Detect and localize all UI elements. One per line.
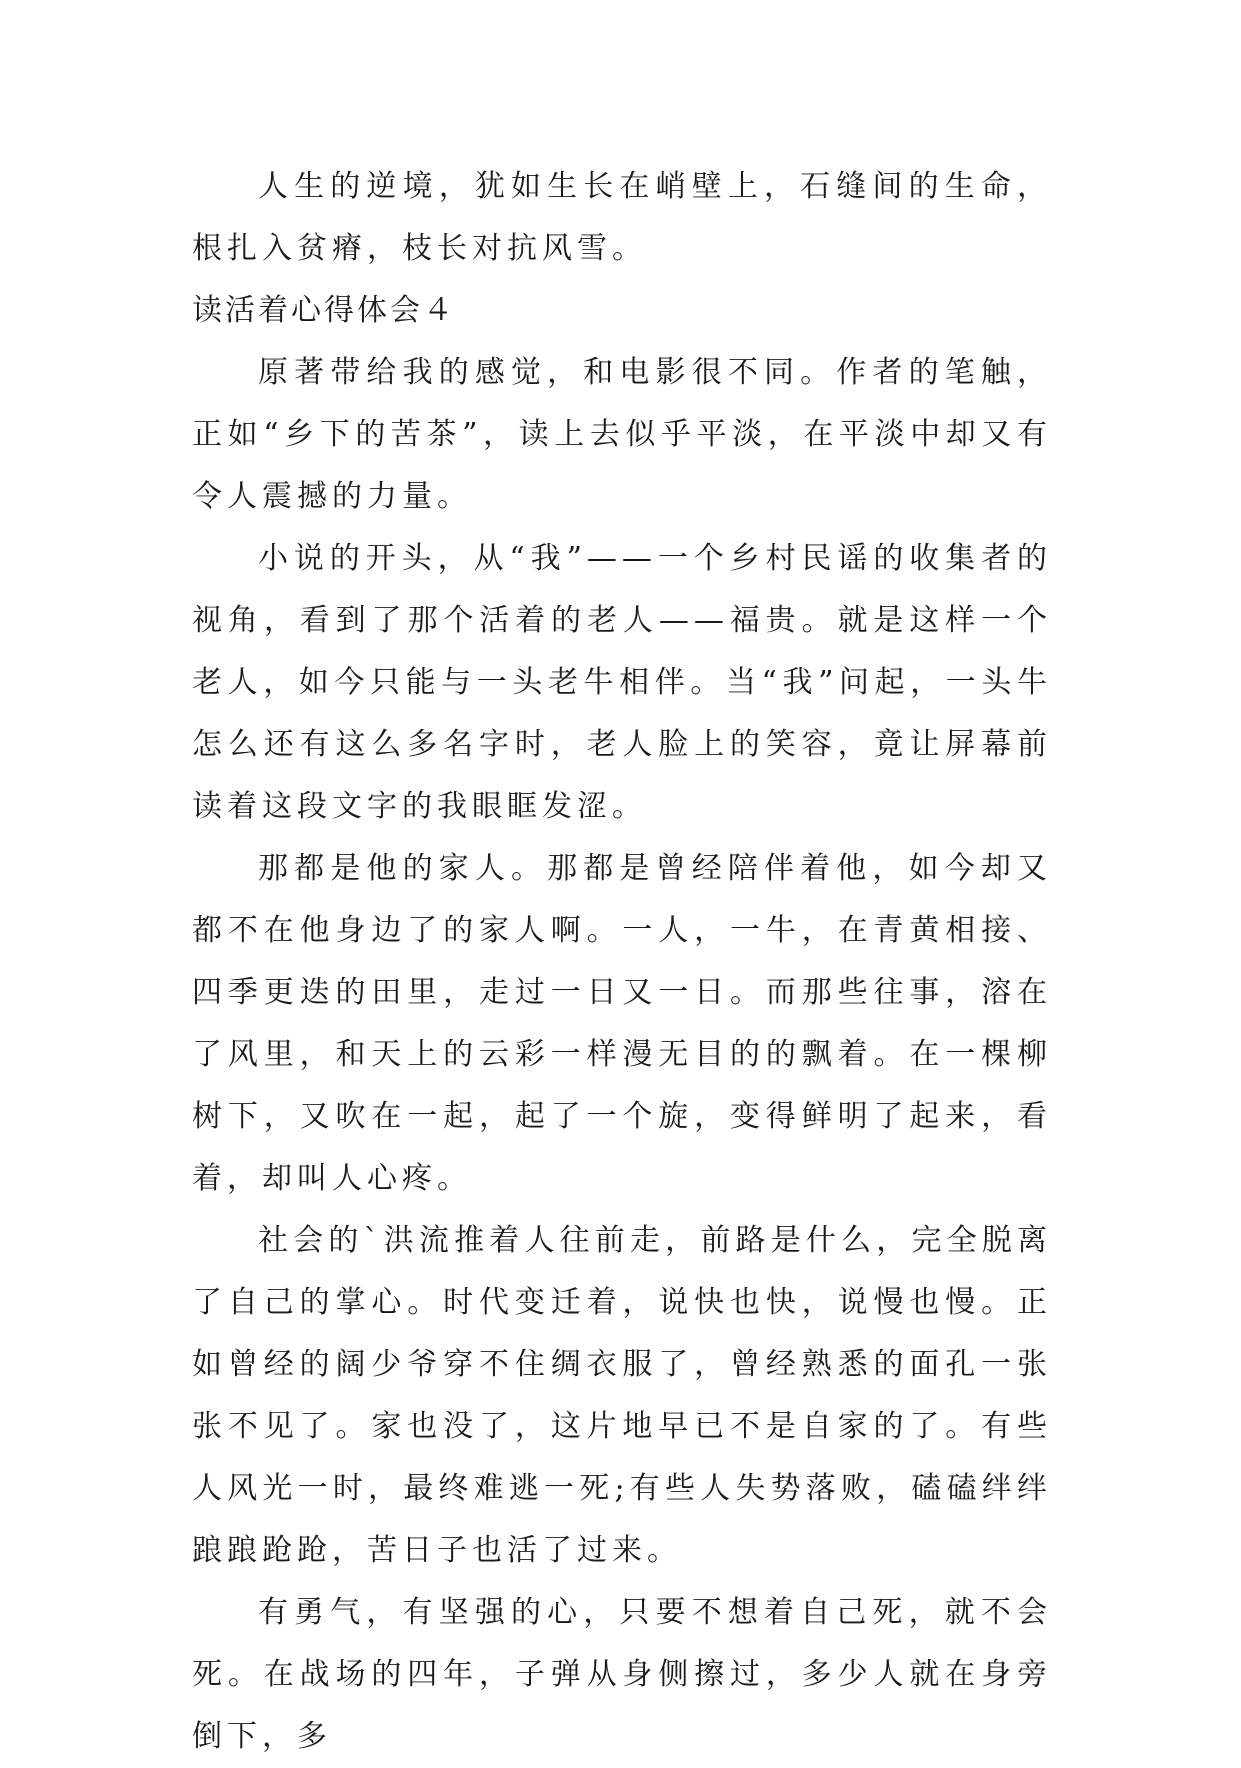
paragraph-original-work: 原著带给我的感觉，和电影很不同。作者的笔触，正如“乡下的苦茶”，读上去似乎平淡，在平淡中却又有令人震撼的力量。 — [192, 355, 1052, 514]
section-heading: 读活着心得体会４ — [192, 293, 456, 328]
paragraph-courage: 有勇气，有坚强的心，只要不想着自己死，就不会死。在战场的四年，子弹从身侧擦过，多少人就在身旁倒下，多 — [192, 1595, 1052, 1754]
paragraph-family: 那都是他的家人。那都是曾经陪伴着他，如今却又都不在他身边了的家人啊。一人，一牛，在青黄相接、四季更迭的田里，走过一日又一日。而那些往事，溶在了风里，和天上的云彩一样漫无目的的飘着。在一棵柳树下，又吹在一起，起了一个旋，变得鲜明了起来，看着，却叫人心疼。 — [192, 851, 1052, 1196]
document-body — [192, 156, 1052, 1768]
paragraph-society: 社会的`洪流推着人往前走，前路是什么，完全脱离了自己的掌心。时代变迁着，说快也快，说慢也慢。正如曾经的阔少爷穿不住绸衣服了，曾经熟悉的面孔一张张不见了。家也没了，这片地早已不是自家的了。有些人风光一时，最终难逃一死;有些人失势落败，磕磕绊绊踉踉跄跄，苦日子也活了过来。 — [192, 1223, 1052, 1568]
paragraph-adversity: 人生的逆境，犹如生长在峭壁上，石缝间的生命，根扎入贫瘠，枝长对抗风雪。 — [192, 169, 1052, 266]
paragraph-opening: 小说的开头，从“我”——一个乡村民谣的收集者的视角，看到了那个活着的老人——福贵。就是这样一个老人，如今只能与一头老牛相伴。当“我”问起，一头牛怎么还有这么多名字时，老人脸上的笑容，竟让屏幕前读着这段文字的我眼眶发涩。 — [192, 541, 1052, 824]
